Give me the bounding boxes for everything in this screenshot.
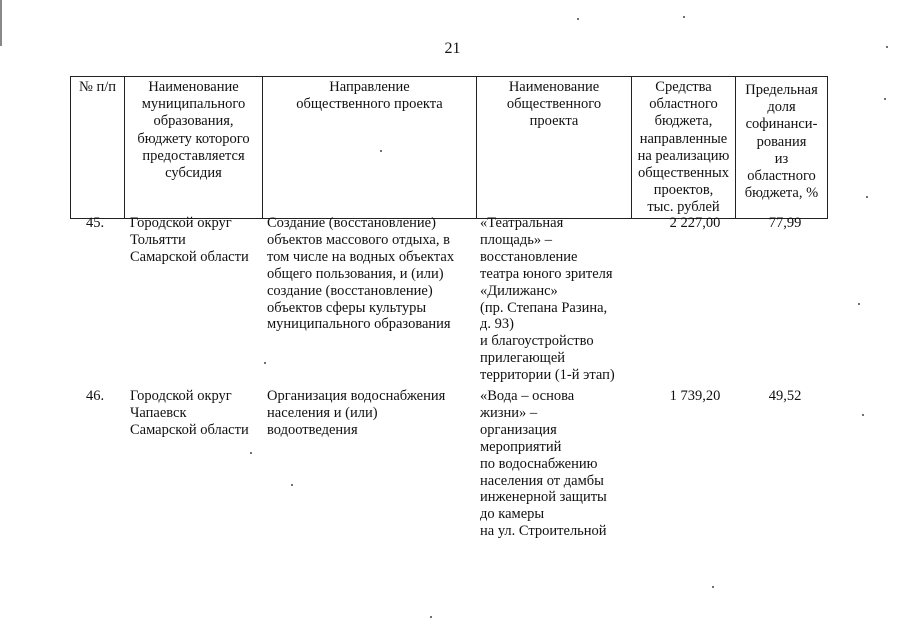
row-number: 46. bbox=[86, 388, 105, 404]
row-municipality: Городской округ Чапаевск Самарской области bbox=[130, 388, 249, 438]
row-direction: Организация водоснабжения населения и (или) водоотведения bbox=[267, 388, 446, 438]
header-funds: Средства областного бюджета, направленные на реализацию общественных проектов, тыс. рублей bbox=[632, 77, 736, 219]
header-direction: Направление общественного проекта bbox=[263, 77, 477, 219]
header-municipality: Наименование муниципального образования, бюджету которого предоставляется субсидия bbox=[125, 77, 263, 219]
row-funds: 2 227,00 bbox=[669, 215, 721, 231]
row-project-name: «Вода – основа жизни» – организация мероприятий по водоснабжению населения от дамбы инженерной защиты до камеры на ул. Строительной bbox=[480, 388, 607, 540]
row-project-name: «Театральная площадь» – восстановление театра юного зрителя «Дилижанс» (пр. Степана Разина, д. 93) и благоустройство прилегающей территории (1-й этап) bbox=[480, 215, 615, 384]
row-share: 49,52 bbox=[768, 388, 802, 404]
header-number: № п/п bbox=[71, 77, 125, 219]
row-share: 77,99 bbox=[768, 215, 802, 231]
row-direction: Создание (восстановление) объектов массового отдыха, в том числе на водных объектах общего пользования, и (или) создание (восстановление) объектов сферы культуры муниципального образования bbox=[267, 215, 455, 333]
header-share: Предельная доля софинанси- рования из областного бюджета, % bbox=[736, 77, 828, 219]
page-number: 21 bbox=[444, 40, 461, 57]
row-funds: 1 739,20 bbox=[669, 388, 721, 404]
header-project-name: Наименование общественного проекта bbox=[477, 77, 632, 219]
row-municipality: Городской округ Тольятти Самарской области bbox=[130, 215, 249, 265]
table-header bbox=[70, 76, 828, 219]
row-number: 45. bbox=[86, 215, 105, 231]
